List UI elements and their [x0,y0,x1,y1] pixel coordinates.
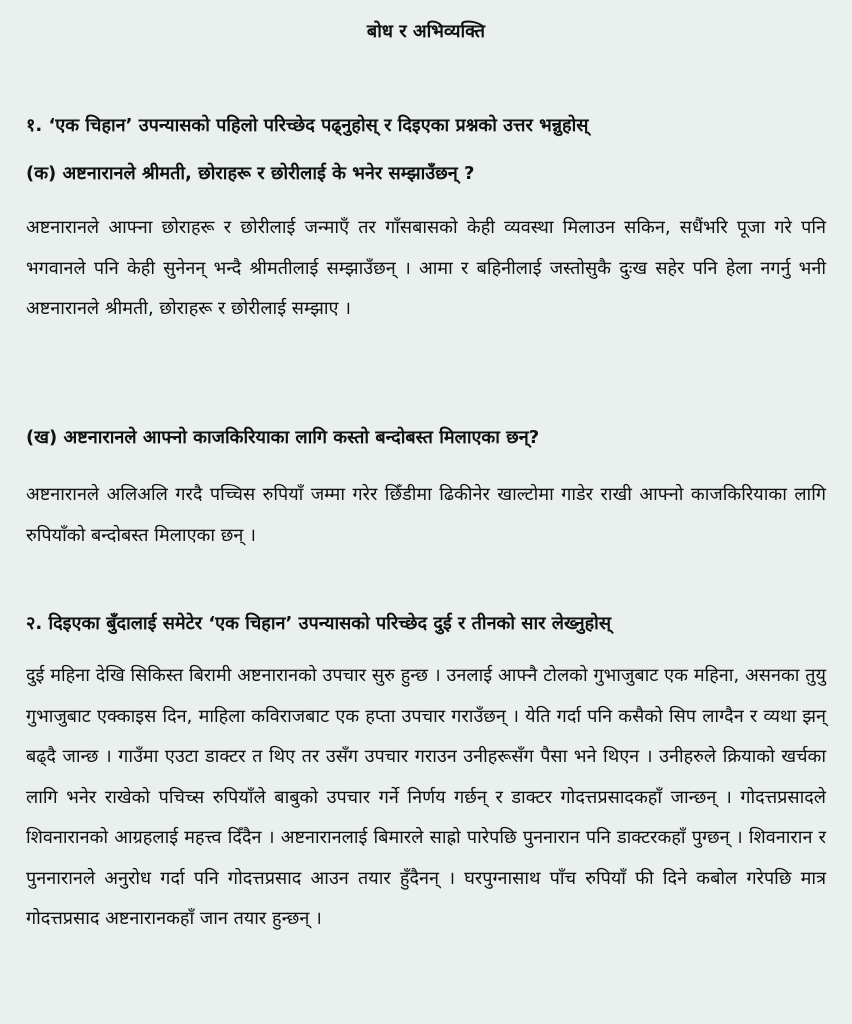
question-kha: (ख) अष्टनारानले आफ्नो काजकिरियाका लागि कस्तो बन्दोबस्त मिलाएका छन्? [26,427,540,448]
page-title: बोध र अभिव्यक्ति [366,21,486,42]
section-1-heading: १. ‘एक चिहान’ उपन्यासको पहिलो परिच्छेद पढ्नुहोस् र दिइएका प्रश्नको उत्तर भन्नुहोस् [26,115,589,136]
section-2-body: दुई महिना देखि सिकिस्त बिरामी अष्टनारानको उपचार सुरु हुन्छ । उनलाई आफ्नै टोलको गुभाजुबाट एक महिना, असनका तुयु गुभाजुबाट एक्काइस दिन, माहिला कविराजबाट एक हप्ता उपचार गराउँछन् । येति गर्दा पनि कसैको सिप लाग्दैन र व्यथा झन् बढ्दै जान्छ । गाउँमा एउटा डाक्टर त थिए तर उसँग उपचार गराउन उनीहरूसँग पैसा भने थिएन । उनीहरुले क्रियाको खर्चका लागि भनेर राखेको पचिच्स रुपियाँले बाबुको उपचार गर्ने निर्णय गर्छन् र डाक्टर गोदत्तप्रसादकहाँ जान्छन् । गोदत्तप्रसादले शिवनारानको आग्रहलाई महत्त्व दिँदैन । अष्टनारानलाई बिमारले साह्रो पारेपछि पुननारान पनि डाक्टरकहाँ पुग्छन् । शिवनारान र पुननारानले अनुरोध गर्दा पनि गोदत्तप्रसाद आउन तयार हुँदैनन् । घरपुग्नासाथ पाँच रुपियाँ फी दिने कबोल गरेपछि मात्र गोदत्तप्रसाद अष्टनारानकहाँ जान तयार हुन्छन् । [26,665,826,929]
section-2-heading: २. दिइएका बुँदालाई समेटेर ‘एक चिहान’ उपन्यासको परिच्छेद दुई र तीनको सार लेख्नुहोस् [26,613,612,634]
answer-ka: अष्टनारानले आफ्ना छोराहरू र छोरीलाई जन्माएँ तर गाँसबासको केही व्यवस्था मिलाउन सकिन, सधैंभरि पूजा गरे पनि भगवानले पनि केही सुनेनन् भन्दै श्रीमतीलाई सम्झाउँछन् । आमा र बहिनीलाई जस्तोसुकै दुःख सहेर पनि हेला नगर्नु भनी अष्टनारानले श्रीमती, छोराहरू र छोरीलाई सम्झाए । [26,217,826,319]
question-ka: (क) अष्टनारानले श्रीमती, छोराहरू र छोरीलाई के भनेर सम्झाउँछन् ? [26,163,475,184]
answer-kha: अष्टनारानले अलिअलि गरदै पच्चिस रुपियाँ जम्मा गरेर छिँडीमा ढिकीनेर खाल्टोमा गाडेर राखी आफ्नो काजकिरियाका लागि रुपियाँको बन्दोबस्त मिलाएका छन् । [26,484,826,546]
